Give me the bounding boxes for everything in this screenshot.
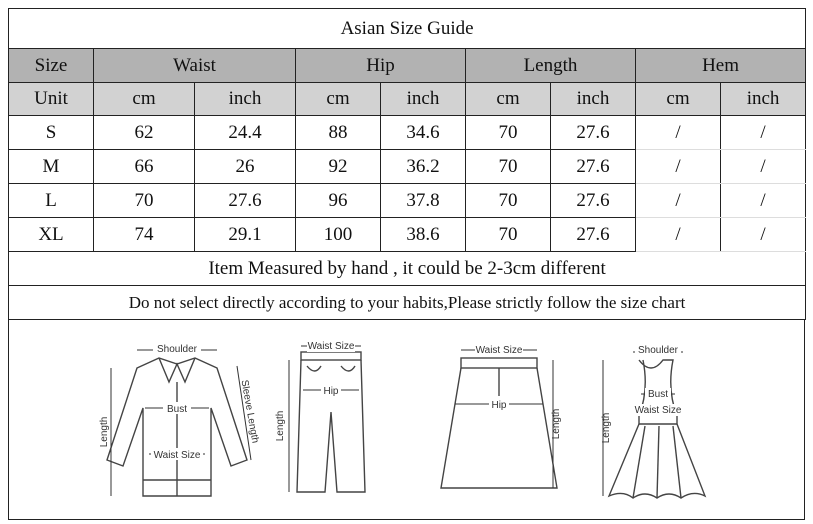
- cell-waist-inch: 26: [195, 150, 296, 184]
- cell-length-inch: 27.6: [551, 184, 636, 218]
- unit-cm: cm: [94, 83, 195, 116]
- unit-inch: inch: [195, 83, 296, 116]
- unit-cm: cm: [466, 83, 551, 116]
- cell-waist-cm: 66: [94, 150, 195, 184]
- header-hip: Hip: [296, 49, 466, 83]
- cell-hip-inch: 34.6: [381, 116, 466, 150]
- cell-waist-inch: 24.4: [195, 116, 296, 150]
- table-row: [9, 116, 806, 150]
- cell-length-cm: 70: [466, 218, 551, 252]
- measure-note: Item Measured by hand , it could be 2-3cm different: [9, 252, 806, 286]
- header-size: Size: [9, 49, 94, 83]
- unit-label: Unit: [9, 83, 94, 116]
- unit-inch: inch: [381, 83, 466, 116]
- shirt-length-label: Length: [99, 416, 110, 448]
- header-hem: Hem: [636, 49, 806, 83]
- skirt-hip-label: Hip: [491, 400, 507, 411]
- dress-diagram: [593, 320, 723, 520]
- cell-hip-cm: 92: [296, 150, 381, 184]
- skirt-length-label: Length: [551, 408, 562, 440]
- pants-hip-label: Hip: [323, 386, 339, 397]
- unit-inch: inch: [551, 83, 636, 116]
- cell-hip-cm: 88: [296, 116, 381, 150]
- garment-diagrams: [8, 320, 805, 520]
- cell-hip-cm: 96: [296, 184, 381, 218]
- cell-size: L: [9, 184, 94, 218]
- cell-size: XL: [9, 218, 94, 252]
- pants-length-label: Length: [275, 410, 286, 442]
- cell-waist-cm: 70: [94, 184, 195, 218]
- cell-waist-cm: 74: [94, 218, 195, 252]
- cell-hip-inch: 36.2: [381, 150, 466, 184]
- cell-hem-cm: /: [636, 218, 721, 252]
- pants-diagram: [271, 320, 391, 520]
- cell-hem-inch: /: [721, 184, 806, 218]
- cell-size: S: [9, 116, 94, 150]
- cell-waist-cm: 62: [94, 116, 195, 150]
- cell-hem-cm: /: [636, 184, 721, 218]
- dress-bust-label: Bust: [647, 389, 669, 400]
- cell-length-cm: 70: [466, 184, 551, 218]
- size-advice-note: Do not select directly according to your habits,Please strictly follow the size chart: [9, 286, 806, 320]
- cell-hem-cm: /: [636, 150, 721, 184]
- cell-waist-inch: 29.1: [195, 218, 296, 252]
- cell-length-inch: 27.6: [551, 116, 636, 150]
- unit-inch: inch: [721, 83, 806, 116]
- skirt-diagram: [429, 320, 569, 520]
- cell-hem-inch: /: [721, 218, 806, 252]
- size-table: [8, 8, 806, 320]
- shirt-waist-label: Waist Size: [153, 450, 201, 461]
- pants-waist-label: Waist Size: [307, 341, 355, 352]
- cell-hem-inch: /: [721, 150, 806, 184]
- dress-shoulder-label: Shoulder: [637, 345, 679, 356]
- shirt-bust-label: Bust: [166, 404, 188, 415]
- cell-waist-inch: 27.6: [195, 184, 296, 218]
- shirt-sleeve-label: Sleeve Length: [238, 379, 261, 445]
- shirt-diagram: [97, 320, 261, 520]
- cell-length-inch: 27.6: [551, 218, 636, 252]
- header-length: Length: [466, 49, 636, 83]
- cell-length-cm: 70: [466, 116, 551, 150]
- table-title: Asian Size Guide: [9, 9, 806, 49]
- shirt-shoulder-label: Shoulder: [156, 344, 198, 355]
- dress-length-label: Length: [601, 412, 612, 444]
- unit-cm: cm: [636, 83, 721, 116]
- header-waist: Waist: [94, 49, 296, 83]
- cell-size: M: [9, 150, 94, 184]
- cell-length-cm: 70: [466, 150, 551, 184]
- table-row: [9, 150, 806, 184]
- skirt-waist-label: Waist Size: [475, 345, 523, 356]
- cell-hip-inch: 37.8: [381, 184, 466, 218]
- table-row: [9, 184, 806, 218]
- cell-hem-inch: /: [721, 116, 806, 150]
- dress-waist-label: Waist Size: [634, 405, 682, 416]
- cell-hip-cm: 100: [296, 218, 381, 252]
- table-row: [9, 218, 806, 252]
- unit-cm: cm: [296, 83, 381, 116]
- cell-hip-inch: 38.6: [381, 218, 466, 252]
- cell-length-inch: 27.6: [551, 150, 636, 184]
- cell-hem-cm: /: [636, 116, 721, 150]
